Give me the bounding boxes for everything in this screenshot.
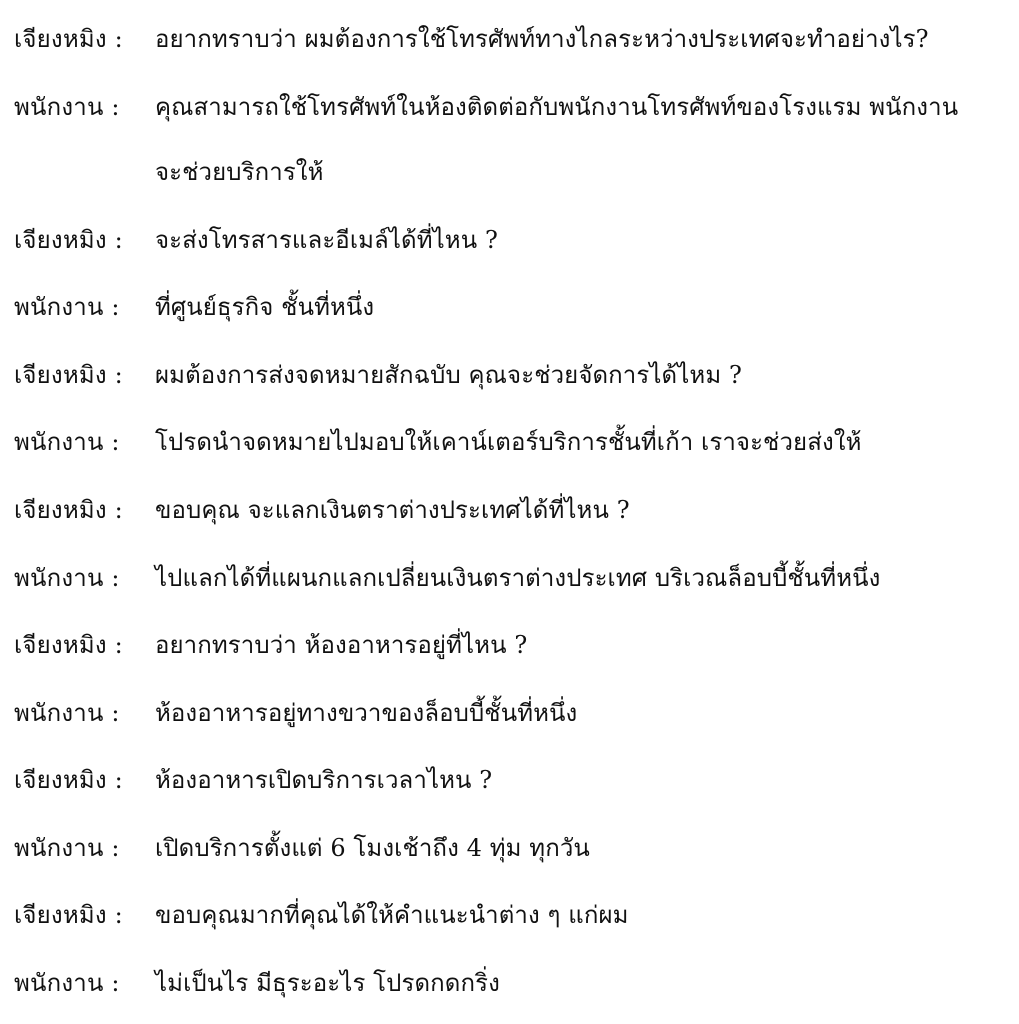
dialogue-text: ขอบคุณ จะแลกเงินตราต่างประเทศได้ที่ไหน ? (155, 496, 630, 524)
dialogue-line (0, 355, 1019, 395)
dialogue-line (0, 87, 1019, 127)
speaker-label: พนักงาน : (14, 93, 120, 121)
dialogue-text: ไปแลกได้ที่แผนกแลกเปลี่ยนเงินตราต่างประเทศ บริเวณล็อบบี้ชั้นที่หนึ่ง (155, 564, 881, 592)
dialogue-text: อยากทราบว่า ห้องอาหารอยู่ที่ไหน ? (155, 631, 528, 659)
speaker-label: เจียงหมิง : (14, 901, 123, 929)
dialogue-line (0, 19, 1019, 59)
speaker-label: เจียงหมิง : (14, 361, 123, 389)
dialogue-text: จะช่วยบริการให้ (155, 158, 324, 186)
dialogue-line (0, 220, 1019, 260)
speaker-label: เจียงหมิง : (14, 496, 123, 524)
speaker-label: พนักงาน : (14, 969, 120, 997)
dialogue-line (0, 693, 1019, 733)
dialogue-line (0, 422, 1019, 462)
speaker-label: เจียงหมิง : (14, 226, 123, 254)
speaker-label: พนักงาน : (14, 293, 120, 321)
dialogue-text: ห้องอาหารเปิดบริการเวลาไหน ? (155, 766, 493, 794)
dialogue-line (0, 558, 1019, 598)
speaker-label: เจียงหมิง : (14, 25, 123, 53)
dialogue-text: อยากทราบว่า ผมต้องการใช้โทรศัพท์ทางไกลระหว่างประเทศจะทำอย่างไร? (155, 25, 929, 53)
dialogue-text: จะส่งโทรสารและอีเมล์ได้ที่ไหน ? (155, 226, 498, 254)
speaker-label: เจียงหมิง : (14, 631, 123, 659)
dialogue-line (0, 625, 1019, 665)
dialogue-line (0, 760, 1019, 800)
speaker-label: พนักงาน : (14, 834, 120, 862)
speaker-label: เจียงหมิง : (14, 766, 123, 794)
dialogue-text: คุณสามารถใช้โทรศัพท์ในห้องติดต่อกับพนักงานโทรศัพท์ของโรงแรม พนักงาน (155, 93, 959, 121)
dialogue-text: ที่ศูนย์ธุรกิจ ชั้นที่หนึ่ง (155, 293, 375, 321)
dialogue-line (0, 152, 1019, 192)
dialogue-line (0, 287, 1019, 327)
dialogue-line (0, 895, 1019, 935)
dialogue-text: ผมต้องการส่งจดหมายสักฉบับ คุณจะช่วยจัดการได้ไหม ? (155, 361, 742, 389)
dialogue-line (0, 828, 1019, 868)
dialogue-line (0, 490, 1019, 530)
speaker-label: พนักงาน : (14, 428, 120, 456)
dialogue-text: ห้องอาหารอยู่ทางขวาของล็อบบี้ชั้นที่หนึ่ง (155, 699, 578, 727)
dialogue-text: โปรดนำจดหมายไปมอบให้เคาน์เตอร์บริการชั้นที่เก้า เราจะช่วยส่งให้ (155, 428, 862, 456)
dialogue-text: เปิดบริการตั้งแต่ 6 โมงเช้าถึง 4 ทุ่ม ทุกวัน (155, 834, 590, 862)
dialogue-line (0, 963, 1019, 1003)
dialogue-text: ไม่เป็นไร มีธุระอะไร โปรดกดกริ่ง (155, 969, 500, 997)
speaker-label: พนักงาน : (14, 699, 120, 727)
speaker-label: พนักงาน : (14, 564, 120, 592)
dialogue-text: ขอบคุณมากที่คุณได้ให้คำแนะนำต่าง ๆ แก่ผม (155, 901, 629, 929)
